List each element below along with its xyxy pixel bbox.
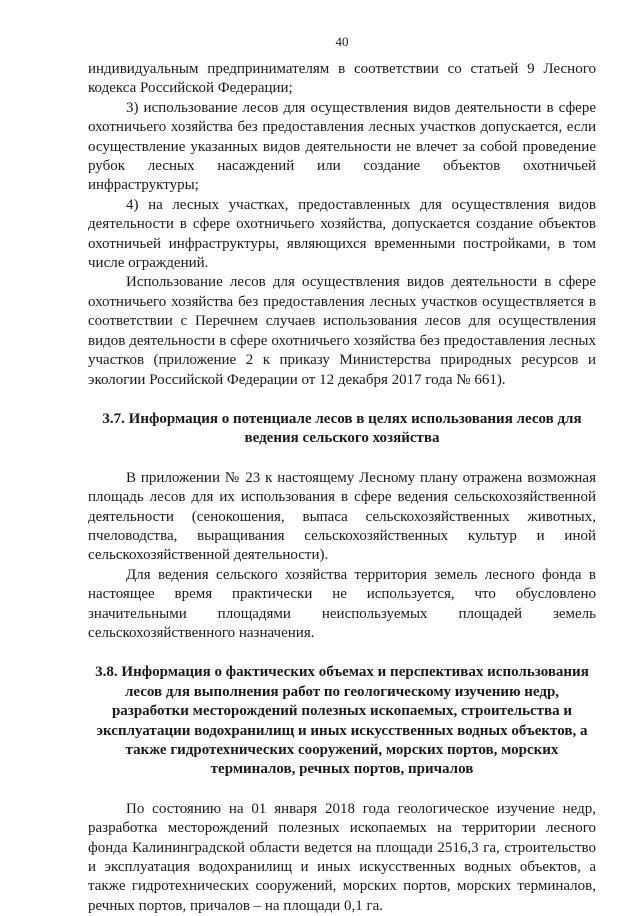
body-paragraph: индивидуальным предпринимателям в соответствии со статьей 9 Лесного кодекса Российской Федерации; (88, 61, 596, 97)
section-heading: 3.7. Информация о потенциале лесов в целях использования лесов для ведения сельского хозяйства (102, 410, 582, 447)
body-paragraph: 4) на лесных участках, предоставленных для осуществления видов деятельности в сфере охотничьего хозяйства, допускается создание объектов охотничьей инфраструктуры, являющихся временными постройками, в том числе ограждений. (88, 196, 596, 272)
section-spacer (88, 390, 596, 410)
body-paragraph: В приложении № 23 к настоящему Лесному плану отражена возможная площадь лесов для их использования в сфере ведения сельскохозяйственной деятельности (сенокошения, выпаса сельскохозяйственных животных, пчеловодства, выращивания сельскохозяйственных культур и иной сельскохозяйственной деятельности). (88, 469, 596, 564)
section-spacer (88, 643, 596, 663)
body-paragraph: Для ведения сельского хозяйства территория земель лесного фонда в настоящее время практически не используется, что обусловлено значительными площадями неиспользуемых площадей земель сельскохозяйственного назначения. (88, 566, 596, 641)
section-spacer (88, 449, 596, 469)
body-paragraph: 3) использование лесов для осуществления видов деятельности в сфере охотничьего хозяйства без предоставления лесных участков допускается, если осуществление указанных видов деятельности не влечет за собой проведение рубок лесных насаждений или создание объектов охотничьей инфраструктуры; (88, 99, 596, 194)
body-paragraph: Использование лесов для осуществления видов деятельности в сфере охотничьего хозяйства без предоставления лесных участков осуществляется в соответствии с Перечнем случаев использования лесов для осуществления видов деятельности в сфере охотничьего хозяйства без предоставления лесных участков (приложение 2 к приказу Министерства природных ресурсов и экологии Российской Федерации от 12 декабря 2017 года № 661). (88, 274, 596, 388)
body-paragraph: По состоянию на 01 января 2018 года геологическое изучение недр, разработка месторождений полезных ископаемых на территории лесного фонда Калининградской области ведется на площади 2516,3 га, строительство и эксплуатация водохранилищ и иных искусственных водных объектов, а также гидротехнических сооружений, морских портов, морских терминалов, речных портов, причалов – на площади 0,1 га. (88, 800, 596, 914)
section-heading: 3.8. Информация о фактических объемах и перспективах использования лесов для выполнения работ по геологическому изучению недр, разработки месторождений полезных ископаемых, строительства и эксплуатации водохранилищ и иных искусственных водных объектов, а также гидротехнических сооружений, морских портов, морских терминалов, речных портов, причалов (95, 664, 589, 778)
section-spacer (88, 780, 596, 800)
page-number: 40 (335, 34, 349, 49)
document-body (88, 60, 596, 916)
